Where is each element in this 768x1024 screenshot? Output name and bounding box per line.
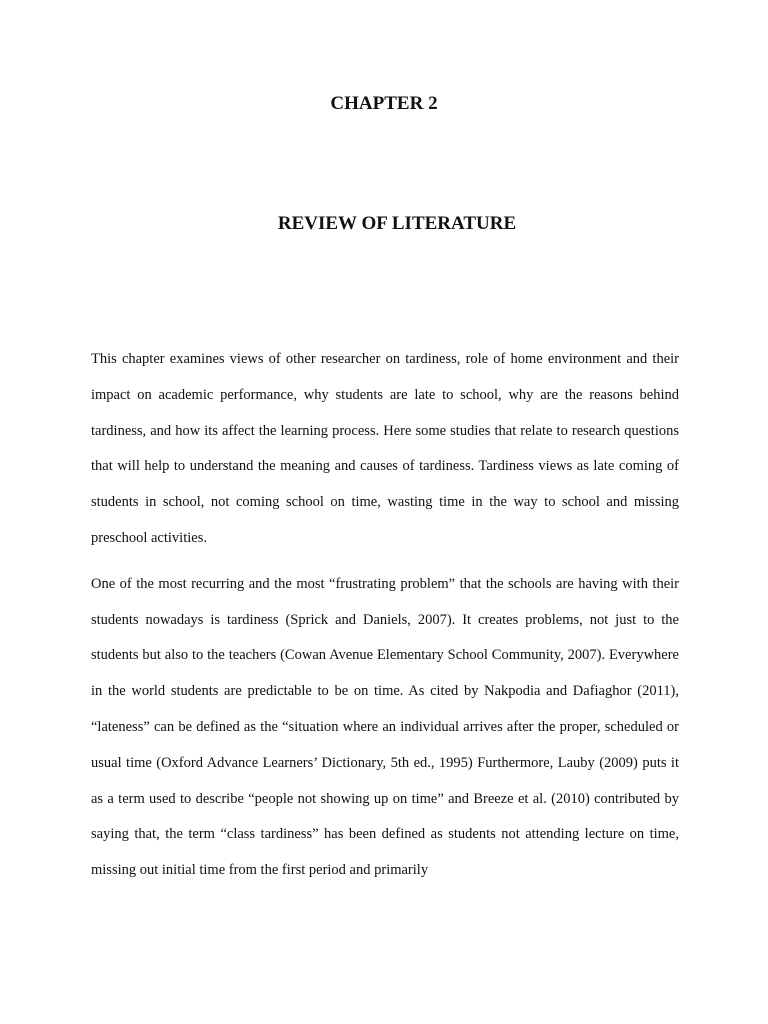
chapter-number: CHAPTER 2 [330, 93, 438, 114]
body-text [91, 342, 679, 889]
paragraph-tardiness-definition: One of the most recurring and the most “frustrating problem” that the schools are having with their students nowadays is tardiness (Sprick and Daniels, 2007). It creates problems, not just to the students but also to the teachers (Cowan Avenue Elementary School Community, 2007). Everywhere in the world students are predictable to be on time. As cited by Nakpodia and Dafiaghor (2011), “lateness” can be defined as the “situation where an individual arrives after the proper, scheduled or usual time (Oxford Advance Learners’ Dictionary, 5th ed., 1995) Furthermore, Lauby (2009) puts it as a term used to describe “people not showing up on time” and Breeze et al. (2010) contributed by saying that, the term “class tardiness” has been defined as students not attending lecture on time, missing out initial time from the first period and primarily [91, 575, 679, 879]
paragraph-intro: This chapter examines views of other researcher on tardiness, role of home environment and their impact on academic performance, why students are late to school, why are the reasons behind tardiness, and how its affect the learning process. Here some studies that relate to research questions that will help to understand the meaning and causes of tardiness. Tardiness views as late coming of students in school, not coming school on time, wasting time in the way to school and missing preschool activities. [91, 351, 679, 546]
chapter-title: REVIEW OF LITERATURE [277, 213, 517, 234]
